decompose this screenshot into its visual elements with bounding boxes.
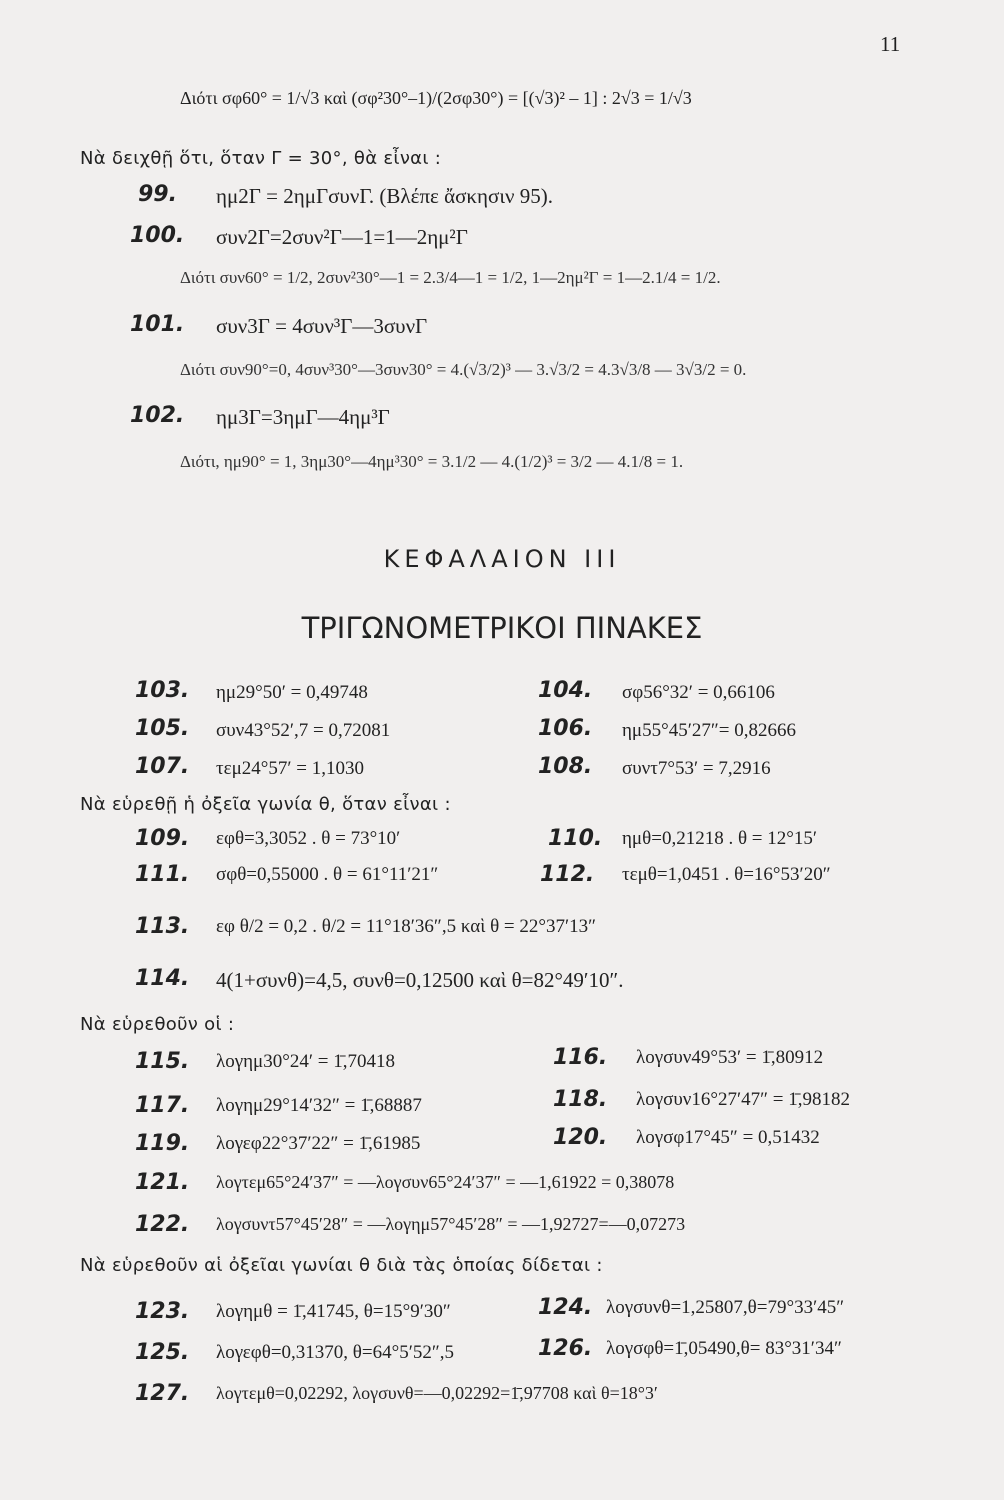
exercise-text: ημθ=0,21218 . θ = 12°15′ bbox=[622, 828, 818, 849]
exercise-text: λογσφ17°45″ = 0,51432 bbox=[636, 1127, 820, 1148]
exercise-number: 112. bbox=[540, 862, 595, 887]
exercise-text: λογσυντ57°45′28″ = —λογημ57°45′28″ = —1,92727=—0,07273 bbox=[216, 1214, 686, 1234]
exercise-text: τεμθ=1,0451 . θ=16°53′20″ bbox=[622, 864, 831, 885]
exercise-text: λογεφθ=0,31370, θ=64°5′52″,5 bbox=[216, 1342, 455, 1363]
exercise-number: 108. bbox=[538, 754, 593, 779]
exercise-text: λογτεμ65°24′37″ = —λογσυν65°24′37″ = —1,61922 = 0,38078 bbox=[216, 1172, 675, 1192]
exercise-number: 121. bbox=[135, 1170, 190, 1195]
exercise-number: 124. bbox=[538, 1295, 593, 1320]
exercise-text: 4(1+συνθ)=4,5, συνθ=0,12500 καὶ θ=82°49′10″. bbox=[216, 968, 624, 992]
exercise-number: 127. bbox=[135, 1381, 190, 1406]
proof-101: Διότι συν90°=0, 4συν³30°—3συν30° = 4.(√3/2)³ — 3.√3/2 = 4.3√3/8 — 3√3/2 = 0. bbox=[180, 360, 747, 379]
exercise-text: λογεφ22°37′22″ = 1̄,61985 bbox=[216, 1133, 421, 1154]
page-number: 11 bbox=[880, 32, 901, 56]
exercise-number: 100. bbox=[130, 223, 185, 248]
exercise-number: 126. bbox=[538, 1336, 593, 1361]
exercise-text: ημ29°50′ = 0,49748 bbox=[216, 682, 368, 703]
prompt-b: Νὰ εὑρεθῇ ἡ ὀξεῖα γωνία θ, ὅταν εἶναι : bbox=[80, 794, 451, 815]
proof-102: Διότι, ημ90° = 1, 3ημ30°—4ημ³30° = 3.1/2 — 4.(1/2)³ = 3/2 — 4.1/8 = 1. bbox=[180, 452, 684, 471]
exercise-text: λογσυν49°53′ = 1̄,80912 bbox=[636, 1047, 824, 1068]
exercise-number: 123. bbox=[135, 1299, 190, 1324]
exercise-number: 120. bbox=[553, 1125, 608, 1150]
exercise-number: 106. bbox=[538, 716, 593, 741]
exercise-number: 113. bbox=[135, 914, 190, 939]
chapter-label: ΚΕΦΑΛΑΙΟΝ ΙΙΙ bbox=[383, 545, 621, 573]
exercise-number: 125. bbox=[135, 1340, 190, 1365]
exercise-text: λογημθ = 1̄,41745, θ=15°9′30″ bbox=[216, 1301, 451, 1322]
exercise-number: 111. bbox=[135, 862, 190, 887]
exercise-text: σφθ=0,55000 . θ = 61°11′21″ bbox=[216, 864, 439, 885]
exercise-text: σφ56°32′ = 0,66106 bbox=[622, 682, 775, 703]
exercise-text: συν3Γ = 4συν³Γ—3συνΓ bbox=[216, 314, 428, 338]
prompt-d: Νὰ εὑρεθοῦν αἱ ὀξεῖαι γωνίαι θ διὰ τὰς ὁποίας δίδεται : bbox=[80, 1255, 603, 1276]
exercise-number: 115. bbox=[135, 1049, 190, 1074]
exercise-number: 118. bbox=[553, 1087, 608, 1112]
exercise-number: 122. bbox=[135, 1212, 190, 1237]
prompt-c: Νὰ εὑρεθοῦν οἱ : bbox=[80, 1014, 235, 1035]
exercise-text: ημ3Γ=3ημΓ—4ημ³Γ bbox=[216, 405, 390, 429]
exercise-text: συν2Γ=2συν²Γ—1=1—2ημ²Γ bbox=[216, 225, 468, 249]
exercise-number: 114. bbox=[135, 966, 190, 991]
exercise-text: ημ2Γ = 2ημΓσυνΓ. (Βλέπε ἄσκησιν 95). bbox=[216, 184, 553, 208]
intro-equation: Διότι σφ60° = 1/√3 καὶ (σφ²30°–1)/(2σφ30°) = [(√3)² – 1] : 2√3 = 1/√3 bbox=[180, 88, 692, 108]
exercise-text: ημ55°45′27″= 0,82666 bbox=[622, 720, 797, 741]
exercise-number: 105. bbox=[135, 716, 190, 741]
exercise-text: λογημ30°24′ = 1̄,70418 bbox=[216, 1051, 395, 1072]
exercise-number: 109. bbox=[135, 826, 190, 851]
exercise-text: λογτεμθ=0,02292, λογσυνθ=—0,02292=1̄,97708 καὶ θ=18°3′ bbox=[216, 1383, 658, 1403]
exercise-number: 119. bbox=[135, 1131, 190, 1156]
proof-100: Διότι συν60° = 1/2, 2συν²30°—1 = 2.3/4—1 = 1/2, 1—2ημ²Γ = 1—2.1/4 = 1/2. bbox=[180, 268, 721, 287]
exercise-text: τεμ24°57′ = 1,1030 bbox=[216, 758, 365, 779]
exercise-text: λογσυν16°27′47″ = 1̄,98182 bbox=[636, 1089, 850, 1110]
exercise-text: λογσφθ=1̄,05490,θ= 83°31′34″ bbox=[606, 1338, 842, 1359]
exercise-number: 101. bbox=[130, 312, 185, 337]
intro-prompt: Νὰ δειχθῇ ὅτι, ὅταν Γ = 30°, θὰ εἶναι : bbox=[80, 148, 442, 169]
exercise-number: 107. bbox=[135, 754, 190, 779]
exercise-text: συν43°52′,7 = 0,72081 bbox=[216, 720, 391, 741]
exercise-number: 110. bbox=[548, 826, 603, 851]
exercise-number: 116. bbox=[553, 1045, 608, 1070]
exercise-number: 99. bbox=[138, 182, 177, 207]
exercise-text: λογημ29°14′32″ = 1̄,68887 bbox=[216, 1095, 422, 1116]
exercise-text: λογσυνθ=1,25807,θ=79°33′45″ bbox=[606, 1297, 845, 1318]
exercise-text: συντ7°53′ = 7,2916 bbox=[622, 758, 771, 779]
exercise-number: 102. bbox=[130, 403, 185, 428]
exercise-number: 117. bbox=[135, 1093, 190, 1118]
exercise-number: 104. bbox=[538, 678, 593, 703]
exercise-text: εφθ=3,3052 . θ = 73°10′ bbox=[216, 828, 401, 849]
chapter-title: ΤΡΙΓΩΝΟΜΕΤΡΙΚΟΙ ΠΙΝΑΚΕΣ bbox=[301, 611, 703, 645]
exercise-number: 103. bbox=[135, 678, 190, 703]
exercise-text: εφ θ/2 = 0,2 . θ/2 = 11°18′36″,5 καὶ θ = 22°37′13″ bbox=[216, 916, 597, 937]
